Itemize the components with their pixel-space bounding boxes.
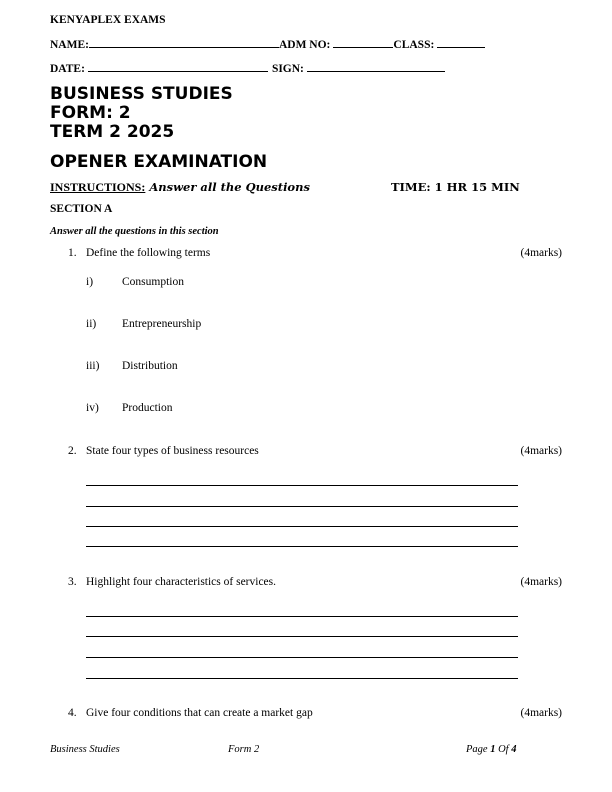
- question-1-number: 1.: [68, 247, 77, 259]
- question-3-number: 3.: [68, 576, 77, 588]
- answer-line[interactable]: [86, 678, 518, 679]
- question-2-number: 2.: [68, 445, 77, 457]
- subitem-1-text: Consumption: [122, 276, 184, 288]
- date-label: DATE:: [50, 63, 85, 75]
- answer-line[interactable]: [86, 526, 518, 527]
- subitem-1-numeral: i): [86, 276, 94, 288]
- question-1-text: Define the following terms: [86, 247, 211, 259]
- instructions-label: INSTRUCTIONS:: [50, 180, 146, 194]
- sign-label: SIGN:: [271, 63, 304, 75]
- section-note: Answer all the questions in this section: [50, 226, 219, 237]
- subitem-4-text: Production: [122, 402, 173, 414]
- date-row: [50, 62, 445, 75]
- answer-line[interactable]: [86, 485, 518, 486]
- name-row: [50, 38, 485, 51]
- question-2-marks: (4marks): [520, 445, 562, 457]
- term-title: TERM 2 2025: [50, 122, 175, 142]
- subject-title: BUSINESS STUDIES: [50, 84, 233, 104]
- page-total: 4: [511, 744, 517, 755]
- answer-line[interactable]: [86, 657, 518, 658]
- instructions: [50, 180, 310, 195]
- exam-title: OPENER EXAMINATION: [50, 152, 268, 172]
- footer-subject: Business Studies: [50, 744, 120, 755]
- answer-line[interactable]: [86, 636, 518, 637]
- exam-body: KENYAPLEX EXAMS: [50, 14, 166, 26]
- name-field[interactable]: [89, 38, 279, 48]
- question-3-text: Highlight four characteristics of services.: [86, 576, 277, 588]
- subitem-2-text: Entrepreneurship: [122, 318, 202, 330]
- footer-page-number: [466, 744, 516, 755]
- time-allowed: TIME: 1 HR 15 MIN: [391, 180, 520, 194]
- subitem-2-numeral: ii): [86, 318, 97, 330]
- question-2-text: State four types of business resources: [86, 445, 259, 457]
- sign-field[interactable]: [307, 62, 445, 72]
- question-1-marks: (4marks): [520, 247, 562, 259]
- subitem-3-numeral: iii): [86, 360, 100, 372]
- subitem-3-text: Distribution: [122, 360, 178, 372]
- subitem-4-numeral: iv): [86, 402, 99, 414]
- class-field[interactable]: [437, 38, 485, 48]
- page-prefix: Page: [466, 744, 491, 755]
- form-title: FORM: 2: [50, 103, 131, 123]
- section-heading: SECTION A: [50, 203, 113, 215]
- answer-line[interactable]: [86, 506, 518, 507]
- class-label: CLASS:: [393, 39, 435, 51]
- question-4-number: 4.: [68, 707, 77, 719]
- adm-label: ADM NO:: [278, 39, 331, 51]
- date-field[interactable]: [88, 62, 268, 72]
- name-label: NAME:: [50, 39, 89, 51]
- answer-line[interactable]: [86, 546, 518, 547]
- question-3-marks: (4marks): [520, 576, 562, 588]
- footer-form: Form 2: [228, 744, 260, 755]
- page-sep: Of: [495, 744, 512, 755]
- answer-line[interactable]: [86, 616, 518, 617]
- adm-field[interactable]: [333, 38, 393, 48]
- page-current: 1: [490, 744, 496, 755]
- question-4-marks: (4marks): [520, 707, 562, 719]
- instructions-text: Answer all the Questions: [145, 180, 310, 194]
- question-4-text: Give four conditions that can create a market gap: [86, 707, 313, 719]
